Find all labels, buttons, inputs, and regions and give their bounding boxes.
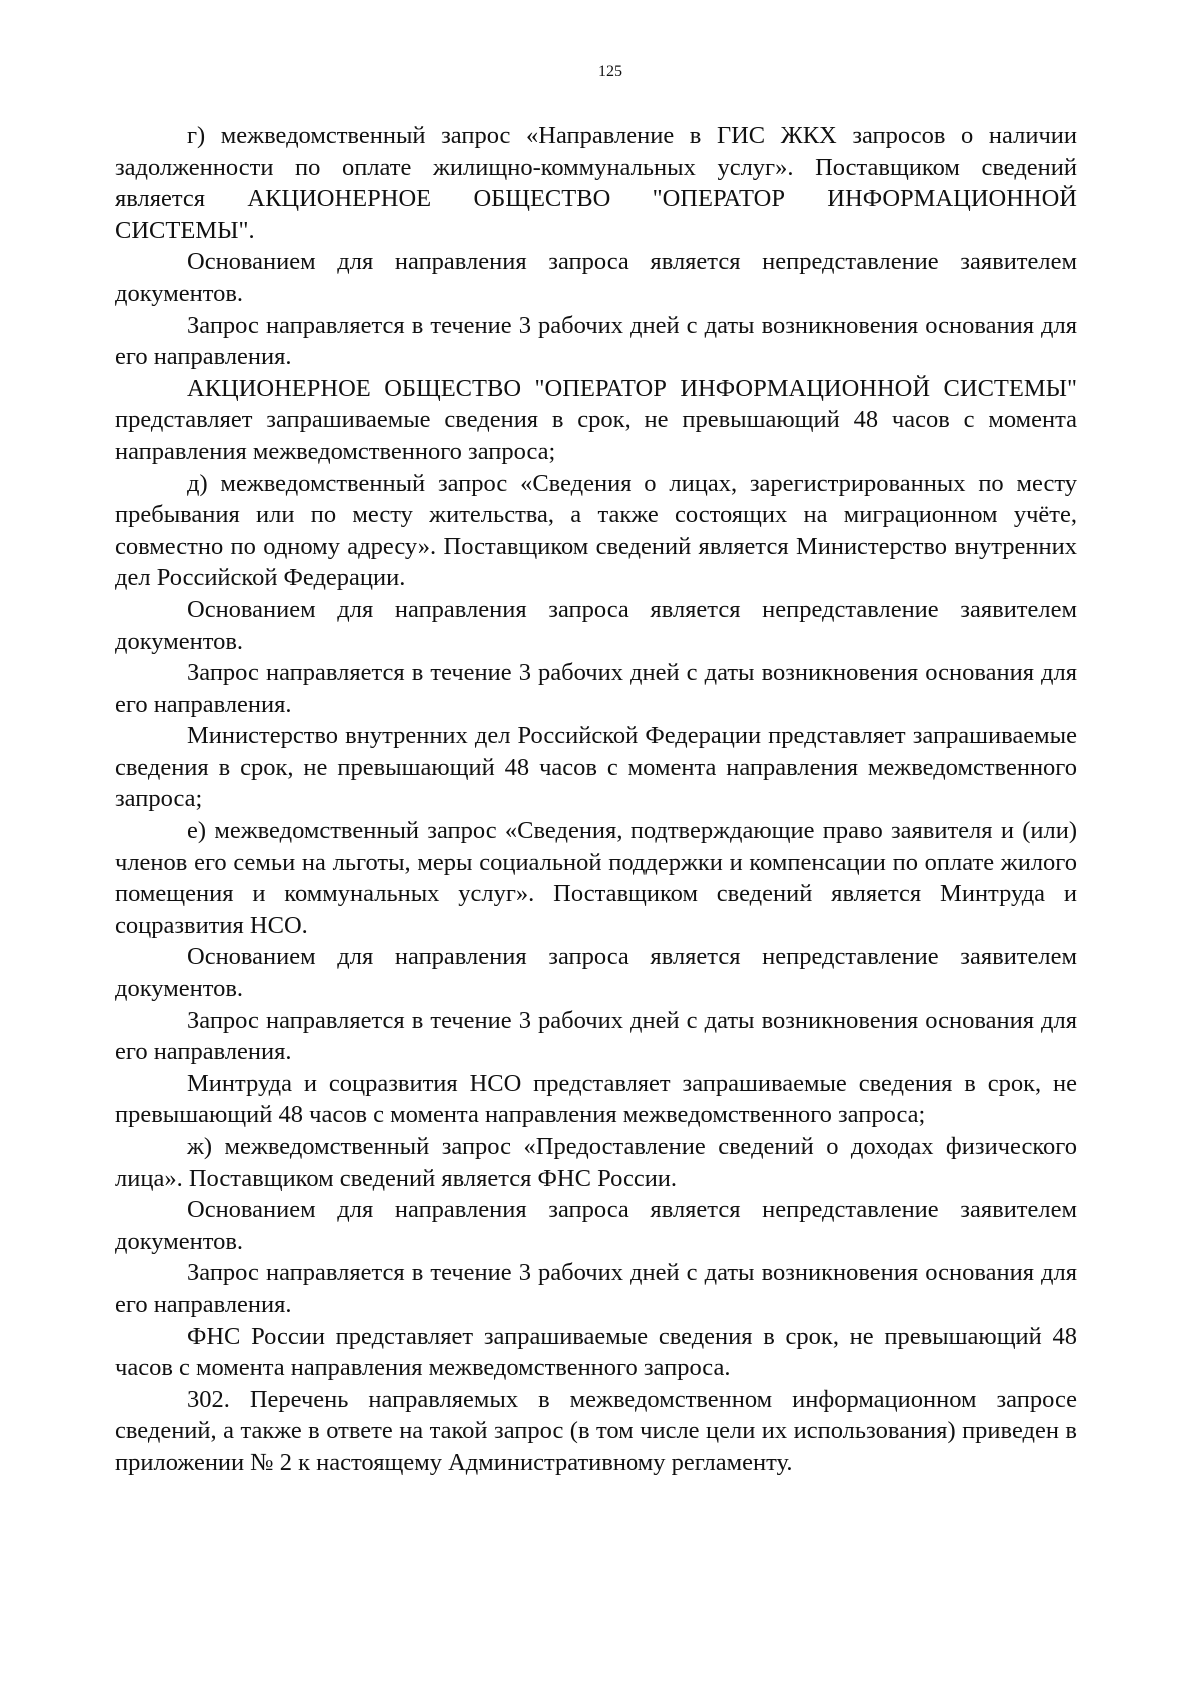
paragraph-zh-request: ж) межведомственный запрос «Предоставление сведений о доходах физического лица». Поставщиком сведений является ФНС России. [115,1133,1077,1192]
paragraph-basis: Основанием для направления запроса является непредставление заявителем документов. [115,1196,1077,1255]
paragraph-302: 302. Перечень направляемых в межведомственном информационном запросе сведений, а также в ответе на такой запрос (в том числе цели их использования) приведен в приложении № 2 к настоящему Административному регламенту. [115,1385,1077,1476]
paragraph-response-term: Министерство внутренних дел Российской Федерации представляет запрашиваемые сведения в срок, не превышающий 48 часов с момента направления межведомственного запроса; [115,722,1077,813]
paragraph-deadline: Запрос направляется в течение 3 рабочих дней с даты возникновения основания для его направления. [115,1259,1077,1318]
paragraph-basis: Основанием для направления запроса является непредставление заявителем документов. [115,248,1077,307]
page-number: 125 [598,63,622,80]
paragraph-basis: Основанием для направления запроса является непредставление заявителем документов. [115,595,1077,655]
paragraph-basis: Основанием для направления запроса является непредставление заявителем документов. [115,943,1077,1003]
paragraph-e-request: е) межведомственный запрос «Сведения, подтверждающие право заявителя и (или) членов его семьи на льготы, меры социальной поддержки и компенсации по оплате жилого помещения и коммунальных услуг». Поставщиком сведений является Минтруда и соцразвития НСО. [115,817,1077,939]
paragraph-g-request: г) межведомственный запрос «Направление в ГИС ЖКХ запросов о наличии задолженности по оплате жилищно-коммунальных услуг». Поставщиком сведений является АКЦИОНЕРНОЕ ОБЩЕСТВО "ОПЕРАТОР ИНФОРМАЦИОННОЙ СИСТЕМЫ". [115,122,1077,244]
paragraph-response-term: Минтруда и соцразвития НСО представляет запрашиваемые сведения в срок, не превышающий 48 часов с момента направления межведомственного запроса; [115,1069,1077,1129]
paragraph-deadline: Запрос направляется в течение 3 рабочих дней с даты возникновения основания для его направления. [115,659,1077,718]
paragraph-deadline: Запрос направляется в течение 3 рабочих дней с даты возникновения основания для его направления. [115,311,1077,371]
paragraph-deadline: Запрос направляется в течение 3 рабочих дней с даты возникновения основания для его направления. [115,1006,1077,1066]
paragraph-d-request: д) межведомственный запрос «Сведения о лицах, зарегистрированных по месту пребывания или по месту жительства, а также состоящих на миграционном учёте, совместно по одному адресу». Поставщиком сведений является Министерство внутренних дел Российской Федерации. [115,469,1077,592]
document-page [115,62,1077,1479]
paragraph-response-term: ФНС России представляет запрашиваемые сведения в срок, не превышающий 48 часов с момента направления межведомственного запроса. [115,1322,1077,1382]
paragraph-response-term: АКЦИОНЕРНОЕ ОБЩЕСТВО "ОПЕРАТОР ИНФОРМАЦИОННОЙ СИСТЕМЫ" представляет запрашиваемые сведения в срок, не превышающий 48 часов с момента направления межведомственного запроса; [115,374,1077,465]
